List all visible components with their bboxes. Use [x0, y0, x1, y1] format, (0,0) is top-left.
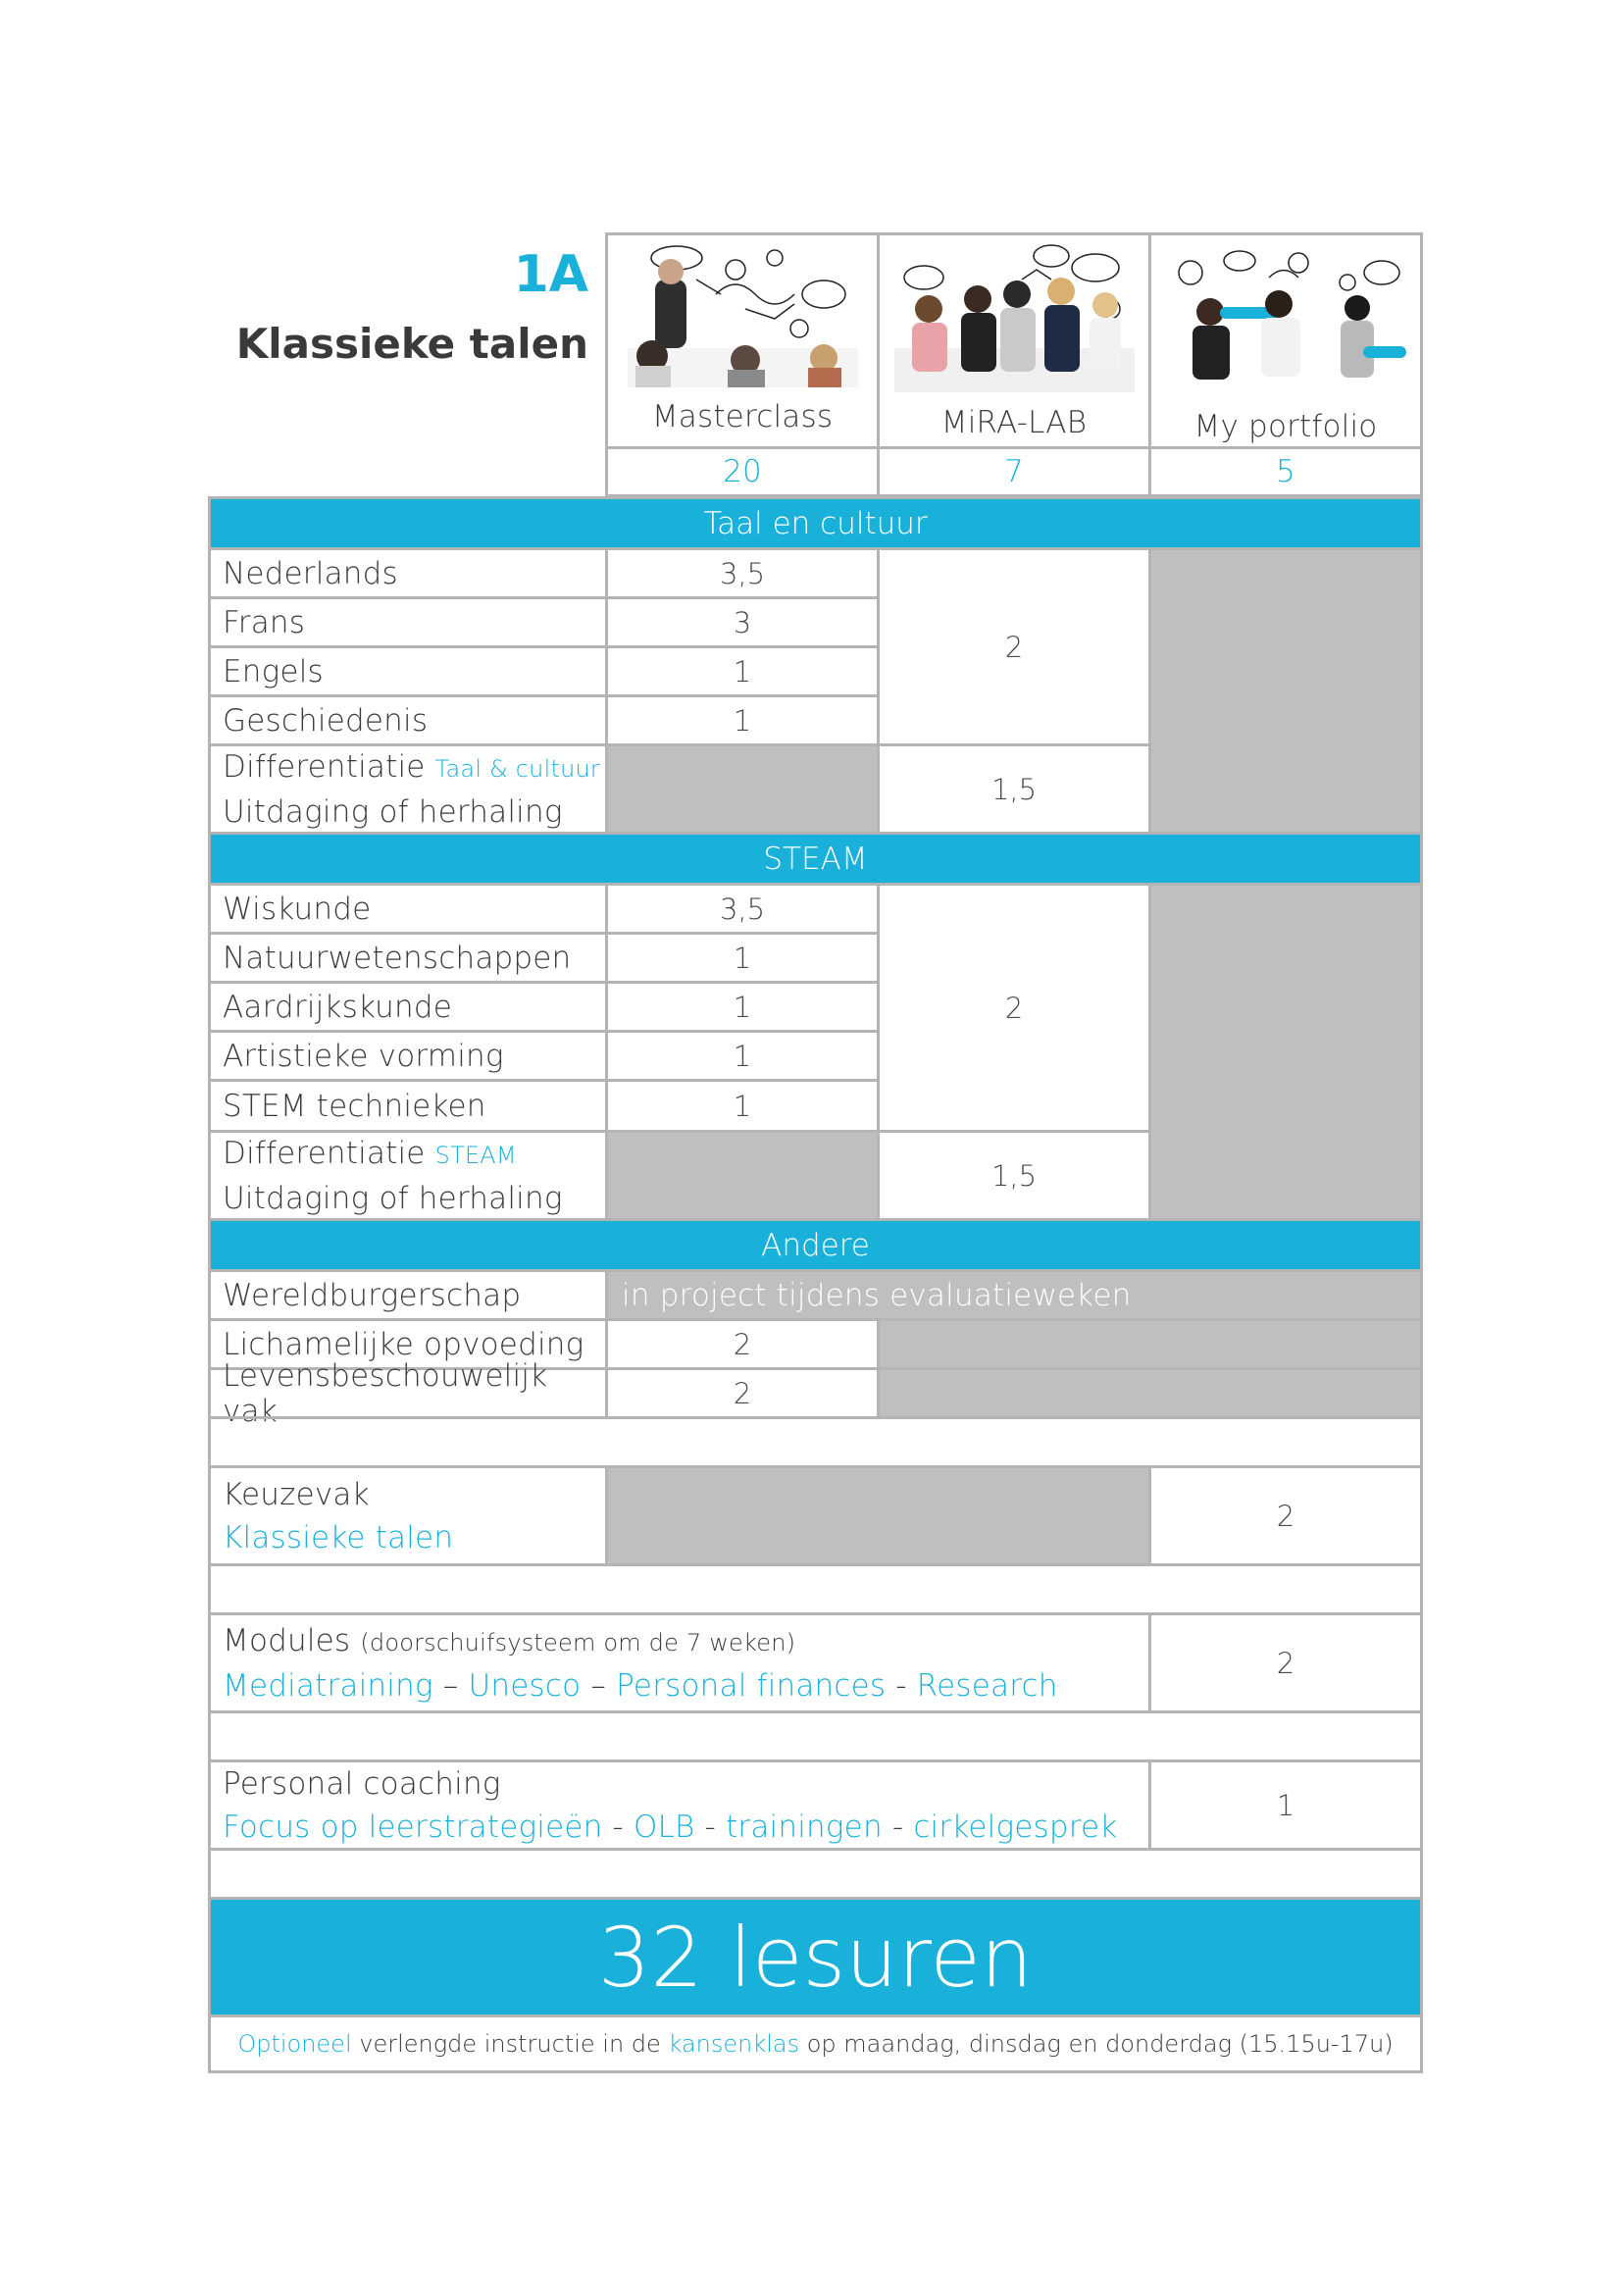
hours-stem-technieken: 1: [605, 1079, 880, 1133]
subject-wereldburgerschap: Wereldburgerschap: [208, 1269, 608, 1321]
personal-coaching: [208, 1759, 1151, 1851]
coaching-item-trainingen: trainingen: [726, 1809, 883, 1845]
hours-nederlands: 3,5: [605, 547, 880, 599]
hours-lichamelijke-opvoeding: 2: [605, 1318, 880, 1370]
subject-geschiedenis: Geschiedenis: [208, 694, 608, 746]
coaching-item-leerstrategieen: Focus op leerstrategieën: [223, 1809, 603, 1845]
section-title-andere: Andere: [208, 1218, 1423, 1272]
module-sep-1: –: [432, 1667, 469, 1704]
module-sep-2: –: [581, 1667, 617, 1704]
module-personal-finances: Personal finances: [616, 1667, 887, 1704]
keuzevak-label: Keuzevak: [223, 1476, 370, 1512]
coaching-line2: [223, 1806, 1117, 1849]
hours-portfolio: 5: [1148, 446, 1423, 497]
coaching-label: Personal coaching: [223, 1765, 501, 1802]
mira-total-taal: 2: [877, 547, 1151, 746]
hours-frans: 3: [605, 596, 880, 648]
coaching-sep-2: -: [694, 1809, 727, 1845]
modules-label: Modules: [223, 1622, 351, 1658]
portfolio-photo: [1171, 243, 1406, 395]
footnote-text: [237, 2030, 1393, 2058]
class-code: 1A: [513, 245, 588, 304]
footnote-part1: verlengde instructie in de: [351, 2030, 669, 2058]
modules: [208, 1612, 1151, 1713]
subject-stem-technieken: STEM technieken: [208, 1079, 608, 1133]
column-label-portfolio: My portfolio: [1193, 409, 1378, 444]
keuzevak-sub: Klassieke talen: [223, 1519, 454, 1555]
column-header-mira-lab: [877, 232, 1151, 449]
track-title: Klassieke talen: [235, 320, 588, 368]
column-label-mira-lab: MiRA-LAB: [940, 405, 1088, 440]
keuzevak: [208, 1465, 608, 1566]
footnote-optioneel: Optioneel: [237, 2030, 352, 2058]
differentiatie-steam-mira: 1,5: [877, 1130, 1151, 1221]
hours-geschiedenis: 1: [605, 694, 880, 746]
keuzevak-empty: [605, 1465, 1151, 1566]
section-title-taal: Taal en cultuur: [208, 496, 1423, 550]
differentiatie-steam: [208, 1130, 608, 1221]
spacer-row-1: [208, 1416, 1423, 1468]
wereldburgerschap-note: in project tijdens evaluatieweken: [605, 1269, 1423, 1321]
differentiatie-taal-line1: [223, 745, 600, 790]
subject-aardrijkskunde: Aardrijkskunde: [208, 981, 608, 1033]
spacer-row-4: [208, 1848, 1423, 1900]
column-header-portfolio: [1148, 232, 1423, 449]
module-sep-3: -: [886, 1667, 917, 1704]
differentiatie-taal: [208, 743, 608, 835]
coaching-item-olb: OLB: [633, 1809, 695, 1845]
subject-artistieke-vorming: Artistieke vorming: [208, 1030, 608, 1082]
differentiatie-taal-masterclass-empty: [605, 743, 880, 835]
differentiatie-steam-masterclass-empty: [605, 1130, 880, 1221]
hours-levensbeschouwelijk-vak: 2: [605, 1367, 880, 1419]
differentiatie-taal-label: Differentiatie: [223, 748, 426, 785]
coaching-item-cirkelgesprek: cirkelgesprek: [913, 1809, 1118, 1845]
footnote-kansenklas: kansenklas: [668, 2030, 800, 2058]
coaching-sep-1: -: [602, 1809, 634, 1845]
hours-mira-lab: 7: [877, 446, 1151, 497]
subject-nederlands: Nederlands: [208, 547, 608, 599]
coaching-hours: 1: [1148, 1759, 1423, 1851]
spacer-row-3: [208, 1710, 1423, 1762]
modules-line2: [223, 1664, 1058, 1708]
differentiatie-taal-mira: 1,5: [877, 743, 1151, 835]
differentiatie-taal-tag: Taal & cultuur: [434, 754, 600, 783]
footnote: [208, 2014, 1423, 2073]
differentiatie-steam-tag: STEAM: [434, 1141, 517, 1169]
spacer-row-2: [208, 1563, 1423, 1615]
module-research: Research: [916, 1667, 1058, 1704]
differentiatie-steam-line2: Uitdaging of herhaling: [223, 1180, 563, 1216]
modules-note: (doorschuifsysteem om de 7 weken): [360, 1628, 796, 1657]
module-unesco: Unesco: [468, 1667, 582, 1704]
subject-levensbeschouwelijk-vak: Levensbeschouwelijk vak: [208, 1367, 608, 1419]
hours-masterclass: 20: [605, 446, 880, 497]
masterclass-photo: [628, 240, 858, 387]
mira-lab-photo: [894, 240, 1135, 392]
section-title-steam: STEAM: [208, 832, 1423, 886]
hours-natuurwetenschappen: 1: [605, 932, 880, 984]
keuzevak-hours: 2: [1148, 1465, 1423, 1566]
hours-wiskunde: 3,5: [605, 883, 880, 935]
module-mediatraining: Mediatraining: [223, 1667, 433, 1704]
hours-artistieke-vorming: 1: [605, 1030, 880, 1082]
modules-line1: [223, 1619, 795, 1664]
lichamelijke-opvoeding-empty: [877, 1318, 1423, 1370]
column-label-masterclass: Masterclass: [651, 399, 834, 434]
subject-natuurwetenschappen: Natuurwetenschappen: [208, 932, 608, 984]
differentiatie-steam-line1: [223, 1132, 517, 1177]
portfolio-empty-steam: [1148, 883, 1423, 1221]
levensbeschouwelijk-vak-empty: [877, 1367, 1423, 1419]
portfolio-empty-taal: [1148, 547, 1423, 835]
hours-aardrijkskunde: 1: [605, 981, 880, 1033]
hours-engels: 1: [605, 645, 880, 697]
column-header-masterclass: [605, 232, 880, 449]
differentiatie-steam-label: Differentiatie: [223, 1135, 426, 1171]
mira-total-steam: 2: [877, 883, 1151, 1133]
differentiatie-taal-line2: Uitdaging of herhaling: [223, 793, 563, 830]
coaching-sep-3: -: [882, 1809, 914, 1845]
footnote-part2: op maandag, dinsdag en donderdag (15.15u-17u): [799, 2030, 1394, 2058]
subject-frans: Frans: [208, 596, 608, 648]
modules-hours: 2: [1148, 1612, 1423, 1713]
subject-wiskunde: Wiskunde: [208, 883, 608, 935]
subject-engels: Engels: [208, 645, 608, 697]
total-hours: 32 lesuren: [208, 1897, 1423, 2017]
subject-lichamelijke-opvoeding: Lichamelijke opvoeding: [208, 1318, 608, 1370]
